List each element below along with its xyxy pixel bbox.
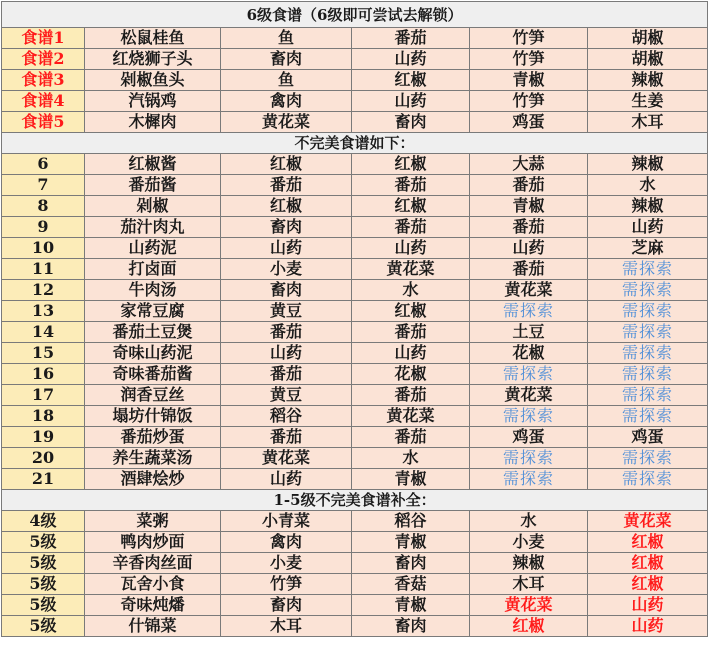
section-row	[2, 490, 708, 511]
ingredient-cell: 红椒	[221, 196, 352, 217]
dish-name: 家常豆腐	[85, 301, 221, 322]
table-row	[2, 427, 708, 448]
recipe-label: 食谱1	[2, 28, 85, 49]
table-row	[2, 259, 708, 280]
dish-name: 牛肉汤	[85, 280, 221, 301]
recipe-number: 15	[2, 343, 85, 364]
ingredient-cell: 辣椒	[588, 154, 708, 175]
ingredient-cell: 需探索	[470, 406, 588, 427]
dish-name: 酒肆烩炒	[85, 469, 221, 490]
ingredient-cell: 水	[352, 448, 470, 469]
recipe-number: 7	[2, 175, 85, 196]
ingredient-cell: 红椒	[588, 574, 708, 595]
ingredient-cell: 需探索	[588, 322, 708, 343]
table-row	[2, 385, 708, 406]
recipe-number: 8	[2, 196, 85, 217]
supplement-recipes	[2, 511, 708, 637]
table-row	[2, 154, 708, 175]
dish-name: 辛香肉丝面	[85, 553, 221, 574]
ingredient-cell: 番茄	[352, 217, 470, 238]
ingredient-cell: 需探索	[588, 469, 708, 490]
recipe-number: 5级	[2, 574, 85, 595]
ingredient-cell: 红椒	[352, 196, 470, 217]
recipe-number: 5级	[2, 616, 85, 637]
table-row	[2, 448, 708, 469]
section-title-supplement: 1-5级不完美食谱补全：	[2, 490, 708, 511]
recipe-number: 6	[2, 154, 85, 175]
ingredient-cell: 红椒	[352, 301, 470, 322]
dish-name: 茄汁肉丸	[85, 217, 221, 238]
ingredient-cell: 黄花菜	[588, 511, 708, 532]
dish-name: 番茄炒蛋	[85, 427, 221, 448]
section-title-imperfect: 不完美食谱如下：	[2, 133, 708, 154]
table-row	[2, 175, 708, 196]
ingredient-cell: 番茄	[221, 427, 352, 448]
table-row	[2, 196, 708, 217]
ingredient-cell: 山药	[588, 595, 708, 616]
recipe-number: 12	[2, 280, 85, 301]
ingredient-cell: 竹笋	[221, 574, 352, 595]
ingredient-cell: 山药	[352, 49, 470, 70]
ingredient-cell: 山药	[221, 238, 352, 259]
ingredient-cell: 青椒	[352, 595, 470, 616]
ingredient-cell: 山药	[352, 343, 470, 364]
ingredient-cell: 鱼	[221, 70, 352, 91]
table-row	[2, 595, 708, 616]
ingredient-cell: 畜肉	[221, 595, 352, 616]
ingredient-cell: 黄豆	[221, 385, 352, 406]
ingredient-cell: 需探索	[588, 364, 708, 385]
table-row	[2, 28, 708, 49]
recipe-number: 19	[2, 427, 85, 448]
ingredient-cell: 稻谷	[352, 511, 470, 532]
ingredient-cell: 畜肉	[221, 217, 352, 238]
dish-name: 润香豆丝	[85, 385, 221, 406]
ingredient-cell: 需探索	[588, 301, 708, 322]
table-row	[2, 49, 708, 70]
dish-name: 瓦舍小食	[85, 574, 221, 595]
table-title: 6级食谱（6级即可尝试去解锁）	[2, 2, 708, 28]
ingredient-cell: 黄花菜	[470, 595, 588, 616]
ingredient-cell: 黄花菜	[470, 385, 588, 406]
ingredient-cell: 小麦	[221, 553, 352, 574]
ingredient-cell: 辣椒	[470, 553, 588, 574]
recipe-number: 16	[2, 364, 85, 385]
dish-name: 剁椒	[85, 196, 221, 217]
ingredient-cell: 番茄	[470, 259, 588, 280]
ingredient-cell: 畜肉	[221, 49, 352, 70]
table-row	[2, 364, 708, 385]
recipe-number: 18	[2, 406, 85, 427]
ingredient-cell: 畜肉	[352, 616, 470, 637]
ingredient-cell: 需探索	[588, 280, 708, 301]
ingredient-cell: 需探索	[470, 448, 588, 469]
recipe-number: 21	[2, 469, 85, 490]
title-row	[2, 2, 708, 28]
dish-name: 塌坊什锦饭	[85, 406, 221, 427]
table-row	[2, 469, 708, 490]
ingredient-cell: 需探索	[588, 343, 708, 364]
ingredient-cell: 畜肉	[221, 280, 352, 301]
ingredient-cell: 鸡蛋	[470, 112, 588, 133]
table-row	[2, 511, 708, 532]
ingredient-cell: 山药	[588, 616, 708, 637]
recipe-label: 食谱4	[2, 91, 85, 112]
ingredient-cell: 需探索	[588, 448, 708, 469]
recipe-number: 5级	[2, 532, 85, 553]
ingredient-cell: 芝麻	[588, 238, 708, 259]
table-row	[2, 91, 708, 112]
table-row	[2, 616, 708, 637]
table-row	[2, 322, 708, 343]
ingredient-cell: 辣椒	[588, 196, 708, 217]
ingredient-cell: 山药	[352, 238, 470, 259]
ingredient-cell: 山药	[221, 469, 352, 490]
ingredient-cell: 红椒	[352, 154, 470, 175]
dish-name: 剁椒鱼头	[85, 70, 221, 91]
recipe-number: 10	[2, 238, 85, 259]
ingredient-cell: 胡椒	[588, 28, 708, 49]
ingredient-cell: 需探索	[588, 259, 708, 280]
ingredient-cell: 竹笋	[470, 28, 588, 49]
ingredient-cell: 鱼	[221, 28, 352, 49]
ingredient-cell: 禽肉	[221, 91, 352, 112]
dish-name: 松鼠桂鱼	[85, 28, 221, 49]
ingredient-cell: 番茄	[352, 322, 470, 343]
ingredient-cell: 番茄	[352, 427, 470, 448]
ingredient-cell: 青椒	[470, 196, 588, 217]
ingredient-cell: 黄花菜	[221, 448, 352, 469]
dish-name: 养生蔬菜汤	[85, 448, 221, 469]
ingredient-cell: 胡椒	[588, 49, 708, 70]
ingredient-cell: 红椒	[588, 532, 708, 553]
dish-name: 鸭肉炒面	[85, 532, 221, 553]
ingredient-cell: 小麦	[470, 532, 588, 553]
recipe-number: 5级	[2, 553, 85, 574]
recipe-number: 17	[2, 385, 85, 406]
dish-name: 红烧狮子头	[85, 49, 221, 70]
dish-name: 山药泥	[85, 238, 221, 259]
ingredient-cell: 番茄	[352, 385, 470, 406]
table-row	[2, 217, 708, 238]
table-row	[2, 301, 708, 322]
ingredient-cell: 番茄	[470, 217, 588, 238]
ingredient-cell: 水	[588, 175, 708, 196]
ingredient-cell: 青椒	[352, 532, 470, 553]
ingredient-cell: 畜肉	[352, 553, 470, 574]
ingredient-cell: 需探索	[588, 385, 708, 406]
ingredient-cell: 山药	[352, 91, 470, 112]
ingredient-cell: 畜肉	[352, 112, 470, 133]
recipe-label: 食谱5	[2, 112, 85, 133]
ingredient-cell: 小麦	[221, 259, 352, 280]
ingredient-cell: 黄豆	[221, 301, 352, 322]
table-row	[2, 553, 708, 574]
ingredient-cell: 鸡蛋	[588, 427, 708, 448]
table-row	[2, 112, 708, 133]
imperfect-recipes	[2, 154, 708, 490]
ingredient-cell: 红椒	[588, 553, 708, 574]
ingredient-cell: 山药	[588, 217, 708, 238]
recipe-number: 13	[2, 301, 85, 322]
recipe-label: 食谱3	[2, 70, 85, 91]
ingredient-cell: 需探索	[470, 364, 588, 385]
ingredient-cell: 山药	[470, 238, 588, 259]
ingredient-cell: 竹笋	[470, 91, 588, 112]
ingredient-cell: 木耳	[221, 616, 352, 637]
table-row	[2, 70, 708, 91]
table-row	[2, 574, 708, 595]
ingredient-cell: 小青菜	[221, 511, 352, 532]
dish-name: 番茄土豆煲	[85, 322, 221, 343]
ingredient-cell: 番茄	[352, 28, 470, 49]
ingredient-cell: 黄花菜	[221, 112, 352, 133]
ingredient-cell: 番茄	[221, 175, 352, 196]
dish-name: 奇味山药泥	[85, 343, 221, 364]
ingredient-cell: 鸡蛋	[470, 427, 588, 448]
ingredient-cell: 木耳	[470, 574, 588, 595]
dish-name: 木樨肉	[85, 112, 221, 133]
dish-name: 汽锅鸡	[85, 91, 221, 112]
ingredient-cell: 水	[470, 511, 588, 532]
recipe-number: 9	[2, 217, 85, 238]
table-row	[2, 532, 708, 553]
ingredient-cell: 大蒜	[470, 154, 588, 175]
ingredient-cell: 禽肉	[221, 532, 352, 553]
ingredient-cell: 黄花菜	[352, 406, 470, 427]
ingredient-cell: 木耳	[588, 112, 708, 133]
ingredient-cell: 番茄	[221, 364, 352, 385]
recipe-table	[1, 1, 708, 637]
ingredient-cell: 红椒	[221, 154, 352, 175]
ingredient-cell: 稻谷	[221, 406, 352, 427]
recipe-number: 4级	[2, 511, 85, 532]
ingredient-cell: 花椒	[352, 364, 470, 385]
table-row	[2, 280, 708, 301]
recipe-number: 5级	[2, 595, 85, 616]
ingredient-cell: 番茄	[221, 322, 352, 343]
ingredient-cell: 竹笋	[470, 49, 588, 70]
ingredient-cell: 山药	[221, 343, 352, 364]
ingredient-cell: 需探索	[470, 469, 588, 490]
table-row	[2, 343, 708, 364]
ingredient-cell: 需探索	[470, 301, 588, 322]
dish-name: 番茄酱	[85, 175, 221, 196]
section-row	[2, 133, 708, 154]
recipe-number: 11	[2, 259, 85, 280]
ingredient-cell: 青椒	[470, 70, 588, 91]
table-row	[2, 238, 708, 259]
ingredient-cell: 番茄	[352, 175, 470, 196]
ingredient-cell: 需探索	[588, 406, 708, 427]
dish-name: 奇味番茄酱	[85, 364, 221, 385]
dish-name: 打卤面	[85, 259, 221, 280]
ingredient-cell: 红椒	[470, 616, 588, 637]
ingredient-cell: 生姜	[588, 91, 708, 112]
ingredient-cell: 花椒	[470, 343, 588, 364]
ingredient-cell: 红椒	[352, 70, 470, 91]
dish-name: 什锦菜	[85, 616, 221, 637]
dish-name: 菜粥	[85, 511, 221, 532]
recipe-number: 20	[2, 448, 85, 469]
recipe-number: 14	[2, 322, 85, 343]
recipe-label: 食谱2	[2, 49, 85, 70]
ingredient-cell: 黄花菜	[470, 280, 588, 301]
ingredient-cell: 番茄	[470, 175, 588, 196]
table-row	[2, 406, 708, 427]
ingredient-cell: 香菇	[352, 574, 470, 595]
dish-name: 奇味炖燔	[85, 595, 221, 616]
ingredient-cell: 土豆	[470, 322, 588, 343]
ingredient-cell: 青椒	[352, 469, 470, 490]
ingredient-cell: 黄花菜	[352, 259, 470, 280]
ingredient-cell: 水	[352, 280, 470, 301]
ingredient-cell: 辣椒	[588, 70, 708, 91]
dish-name: 红椒酱	[85, 154, 221, 175]
